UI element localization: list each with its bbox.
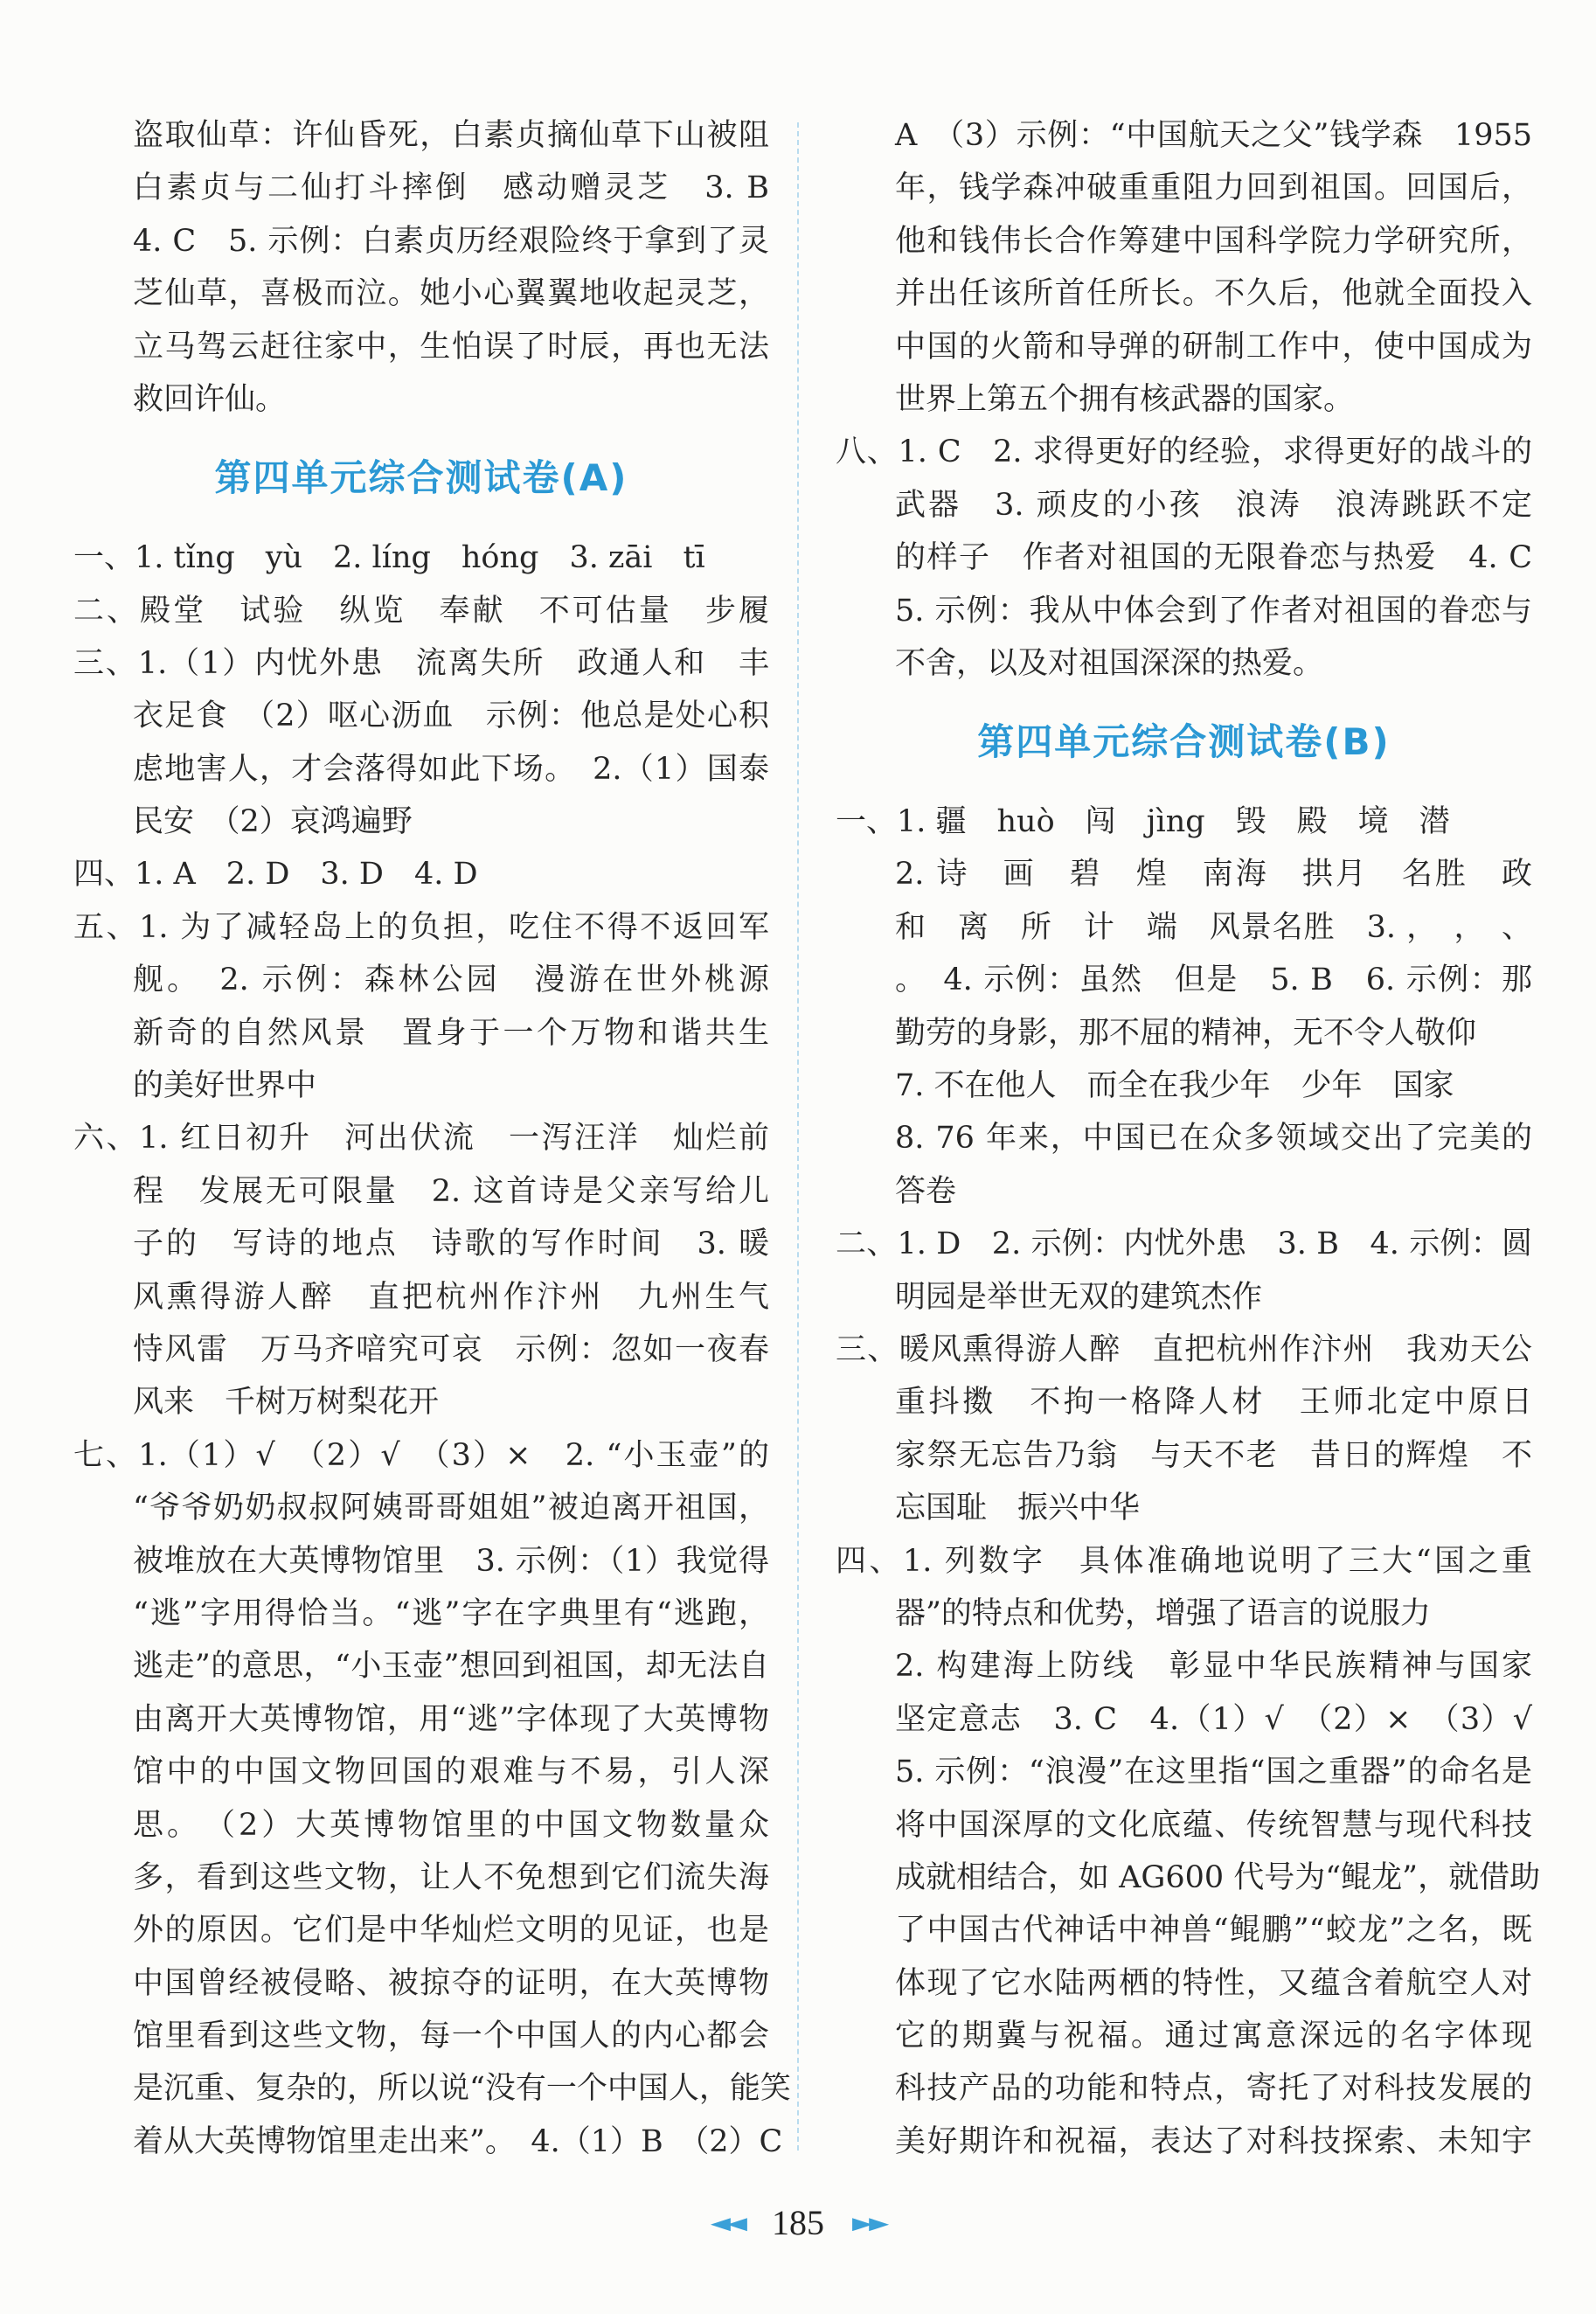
answer-line: 由离开大英博物馆，用“逃”字体现了大英博物 (133, 1701, 769, 1737)
answer-line: 中国的火箭和导弹的研制工作中，使中国成为 (895, 329, 1532, 365)
answer-item: 三、1.（1）内忧外患 流离失所 政通人和 丰 (73, 645, 769, 681)
answer-line: 重抖擞 不拘一格降人材 王师北定中原日 (895, 1385, 1532, 1421)
answer-line: 勤劳的身影，那不屈的精神，无不令人敬仰 (895, 1015, 1477, 1051)
answer-line: 年，钱学森冲破重重阻力回到祖国。回国后， (895, 170, 1532, 206)
answer-line: 多，看到这些文物，让人不免想到它们流失海 (133, 1859, 769, 1895)
right-column (836, 109, 1541, 2168)
answer-line: 明园是举世无双的建筑杰作 (895, 1279, 1263, 1315)
answer-line: 子的 写诗的地点 诗歌的写作时间 3. 暖 (133, 1226, 769, 1262)
previous-page-icon[interactable]: ◄◄ (710, 2207, 744, 2239)
page-number: 185 (772, 2203, 824, 2243)
answer-item: 五、1. 为了减轻岛上的负担，吃住不得不返回军 (73, 909, 769, 945)
answer-line: 武器 3. 顽皮的小孩 浪涛 浪涛跳跃不定 (895, 487, 1532, 523)
answer-line: 它的期冀与祝福。通过寓意深远的名字体现 (895, 2019, 1532, 2054)
answer-line: 了中国古代神话中神兽“鲲鹏”“蛟龙”之名，既 (895, 1913, 1532, 1949)
answer-line: 成就相结合，如 AG600 代号为“鲲龙”，就借助 (895, 1859, 1541, 1895)
answer-item: 四、1. 列数字 具体准确地说明了三大“国之重 (836, 1543, 1532, 1579)
answer-line: 民安 （2）哀鸿遍野 (133, 804, 413, 840)
answer-line: 思。 （2）大英博物馆里的中国文物数量众 (133, 1807, 769, 1843)
answer-line: 不舍，以及对祖国深深的热爱。 (895, 645, 1324, 681)
answer-item: 七、1.（1）√ （2）√ （3）× 2. “小玉壶”的 (73, 1437, 769, 1473)
answer-line: 世界上第五个拥有核武器的国家。 (895, 381, 1355, 417)
answer-line: 体现了它水陆两栖的特性，又蕴含着航空人对 (895, 1965, 1532, 2001)
answer-line: 盗取仙草：许仙昏死，白素贞摘仙草下山被阻 (133, 118, 769, 153)
answer-line: 救回许仙。 (133, 381, 287, 417)
answer-item: 一、1. 疆 huò 闯 jìng 毁 殿 境 潜 (836, 804, 1450, 840)
answer-line: 虑地害人，才会落得如此下场。 2.（1）国泰 (133, 751, 769, 787)
answer-line: 是沉重、复杂的，所以说“没有一个中国人，能笑 (133, 2071, 791, 2107)
answer-line: 8. 76 年来，中国已在众多领域交出了完美的 (895, 1121, 1532, 1157)
answer-line: 他和钱伟长合作筹建中国科学院力学研究所， (895, 223, 1532, 259)
answer-line: 中国曾经被侵略、被掠夺的证明，在大英博物 (133, 1965, 769, 2001)
answer-line: 和 离 所 计 端 风景名胜 3. ， ， 、 (895, 909, 1532, 945)
answer-line: 并出任该所首任所长。不久后，他就全面投入 (895, 276, 1532, 312)
answer-line: 风熏得游人醉 直把杭州作汴州 九州生气 (133, 1279, 769, 1315)
answer-line: “爷爷奶奶叔叔阿姨哥哥姐姐”被迫离开祖国， (133, 1491, 769, 1526)
answer-line: 将中国深厚的文化底蕴、传统智慧与现代科技 (895, 1807, 1532, 1843)
section-heading: 第四单元综合测试卷(B) (977, 720, 1391, 764)
next-page-icon[interactable]: ►► (852, 2207, 886, 2239)
column-divider (797, 122, 799, 2151)
answer-line: 新奇的自然风景 置身于一个万物和谐共生 (133, 1015, 769, 1051)
answer-line: 程 发展无可限量 2. 这首诗是父亲写给儿 (133, 1173, 769, 1209)
page-footer (0, 2199, 1596, 2243)
answer-line: 恃风雷 万马齐喑究可哀 示例：忽如一夜春 (133, 1332, 769, 1367)
answer-line: 舰。 2. 示例：森林公园 漫游在世外桃源 (133, 962, 769, 998)
answer-line: 器”的特点和优势，增强了语言的说服力 (895, 1595, 1431, 1631)
section-heading: 第四单元综合测试卷(A) (214, 456, 628, 500)
left-column (73, 109, 791, 2168)
answer-line: 答卷 (895, 1173, 957, 1209)
answer-line: 。 4. 示例：虽然 但是 5. B 6. 示例：那 (895, 962, 1532, 998)
answer-item: 二、1. D 2. 示例：内忧外患 3. B 4. 示例：圆 (836, 1226, 1532, 1262)
answer-line: 科技产品的功能和特点，寄托了对科技发展的 (895, 2071, 1532, 2107)
answer-line: 坚定意志 3. C 4.（1）√ （2）× （3）√ (895, 1701, 1532, 1737)
answer-line: 7. 不在他人 而全在我少年 少年 国家 (895, 1068, 1454, 1104)
answer-line: 美好期许和祝福，表达了对科技探索、未知宇 (895, 2123, 1532, 2159)
answer-line: 外的原因。它们是中华灿烂文明的见证，也是 (133, 1913, 769, 1949)
answer-item: 三、暖风熏得游人醉 直把杭州作汴州 我劝天公 (836, 1332, 1532, 1367)
answer-line: 风来 千树万树梨花开 (133, 1385, 440, 1421)
answer-item: 六、1. 红日初升 河出伏流 一泻汪洋 灿烂前 (73, 1121, 769, 1157)
answer-line: 被堆放在大英博物馆里 3. 示例：（1）我觉得 (133, 1543, 769, 1579)
answer-line: 芝仙草，喜极而泣。她小心翼翼地收起灵芝， (133, 276, 769, 312)
answer-line: “逃”字用得恰当。“逃”字在字典里有“逃跑， (133, 1595, 769, 1631)
answer-line: 的美好世界中 (133, 1068, 317, 1104)
answer-line: 2. 构建海上防线 彰显中华民族精神与国家 (895, 1649, 1532, 1685)
answer-line: 馆中的中国文物回国的艰难与不易，引人深 (133, 1755, 769, 1790)
answer-line: 衣足食 （2）呕心沥血 示例：他总是处心积 (133, 698, 769, 734)
answer-line: 忘国耻 振兴中华 (895, 1491, 1141, 1526)
answer-line: 的样子 作者对祖国的无限眷恋与热爱 4. C (895, 540, 1532, 576)
answer-line: 2. 诗 画 碧 煌 南海 拱月 名胜 政 (895, 857, 1532, 893)
answer-line: 家祭无忘告乃翁 与天不老 昔日的辉煌 不 (895, 1437, 1532, 1473)
answer-item: 一、1. tǐng yù 2. líng hóng 3. zāi tī (73, 540, 705, 576)
answer-line: 5. 示例：“浪漫”在这里指“国之重器”的命名是 (895, 1755, 1532, 1790)
answer-line: 白素贞与二仙打斗摔倒 感动赠灵芝 3. B (133, 170, 769, 206)
answer-line: 逃走”的意思，“小玉壶”想回到祖国，却无法自 (133, 1649, 769, 1685)
answer-line: 立马驾云赶往家中，生怕误了时辰，再也无法 (133, 329, 769, 365)
answer-item: 八、1. C 2. 求得更好的经验，求得更好的战斗的 (836, 434, 1532, 470)
answer-line: 馆里看到这些文物，每一个中国人的内心都会 (133, 2019, 769, 2054)
answer-item: 二、殿堂 试验 纵览 奉献 不可估量 步履 (73, 593, 769, 629)
answer-item: 四、1. A 2. D 3. D 4. D (73, 857, 478, 893)
answer-line: 5. 示例：我从中体会到了作者对祖国的眷恋与 (895, 593, 1532, 629)
answer-line: A （3）示例：“中国航天之父”钱学森 1955 (895, 118, 1532, 153)
answer-line: 4. C 5. 示例：白素贞历经艰险终于拿到了灵 (133, 223, 769, 259)
answer-line: 着从大英博物馆里走出来”。 4.（1）B （2）C (133, 2123, 783, 2159)
